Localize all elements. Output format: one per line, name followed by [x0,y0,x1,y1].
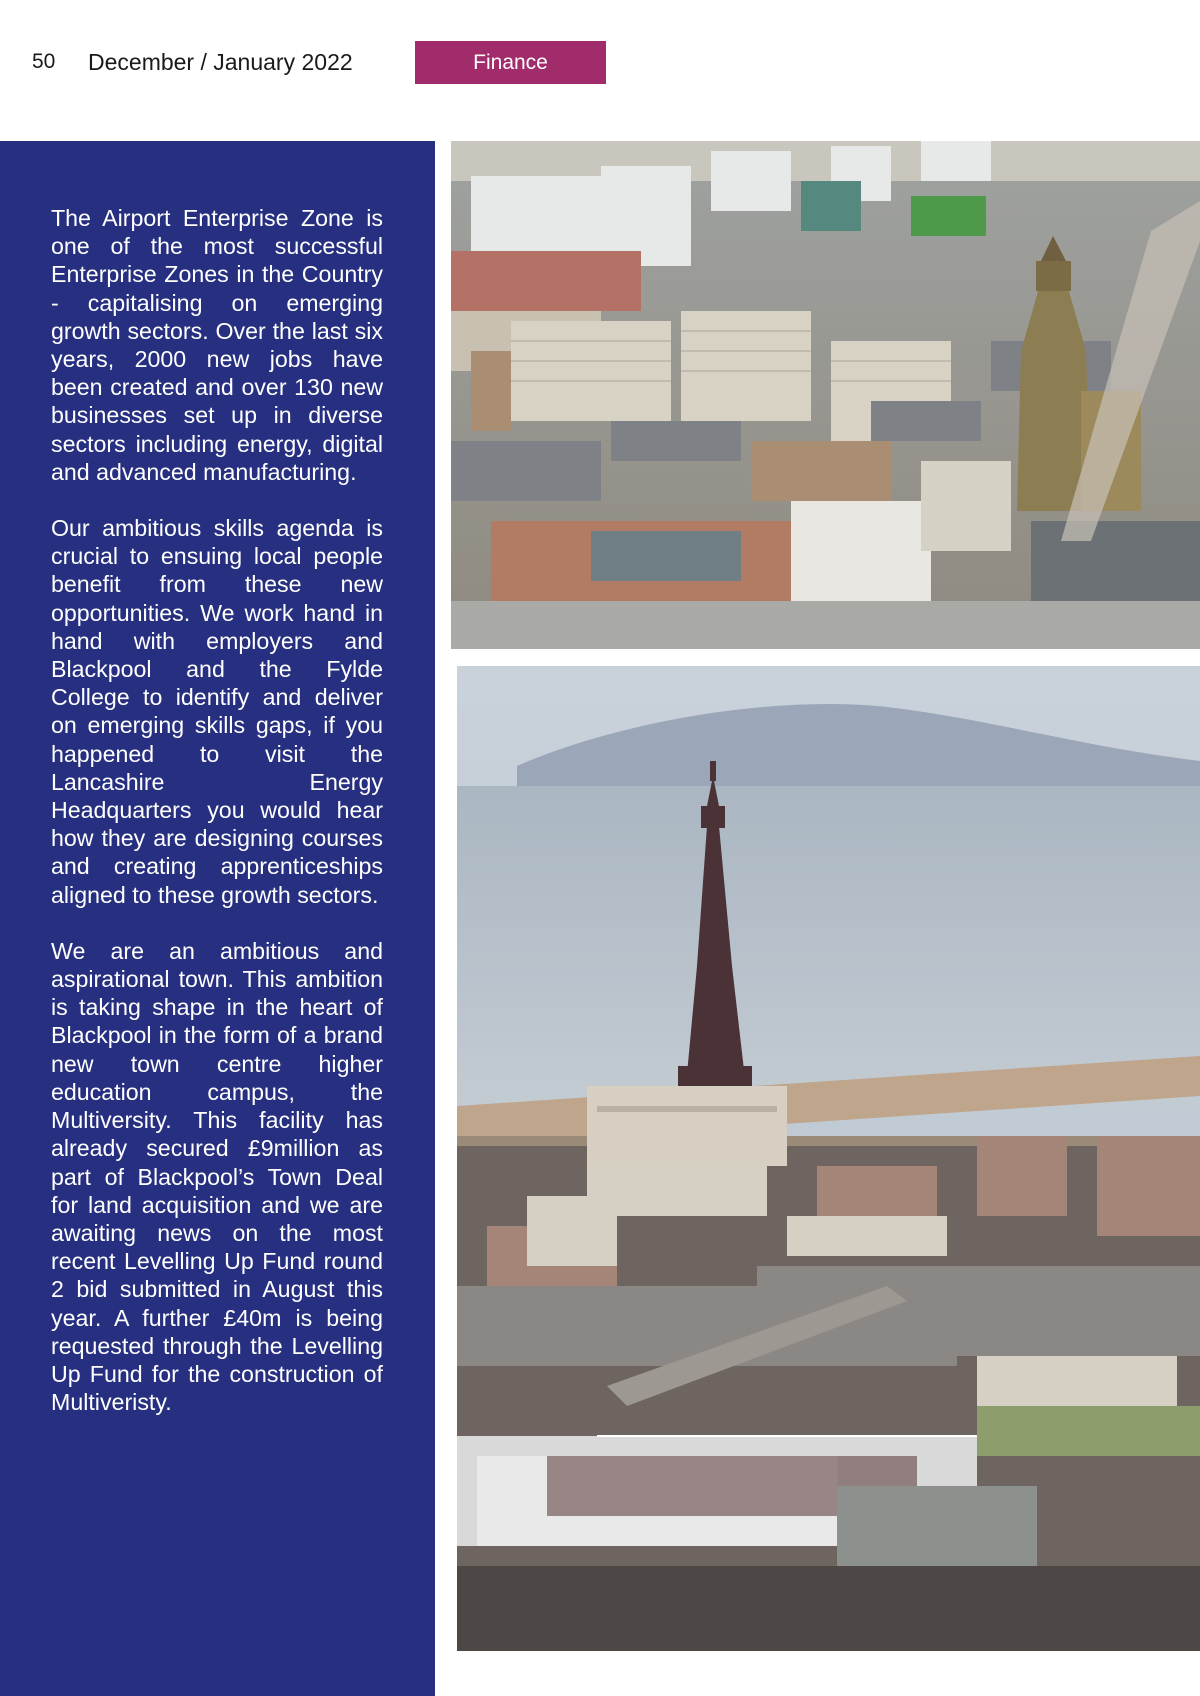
aerial-town-photo [451,141,1200,649]
article-body [51,204,383,1444]
article-paragraph-2: Our ambitious skills agenda is crucial to ensuing local people benefit from these new opportunities. We work hand in hand with employers and Blackpool and the Fylde College to identify and deliver on emerging skills gaps, if you happened to visit the Lancashire Energy Headquarters you would hear how they are designing courses and creating apprenticeships aligned to these growth sectors. [51,515,383,908]
article-paragraph-1: The Airport Enterprise Zone is one of the most successful Enterprise Zones in the Country - capitalising on emerging growth sectors. Over the last six years, 2000 new jobs have been created and over 130 new businesses set up in diverse sectors including energy, digital and advanced manufacturing. [51,205,383,485]
article-paragraph-3: We are an ambitious and aspirational town. This ambition is taking shape in the heart of Blackpool in the form of a brand new town centre higher education campus, the Multiversity. This facility has already secured £9million as part of Blackpool’s Town Deal for land acquisition and we are awaiting news on the most recent Levelling Up Fund round 2 bid submitted in August this year. A further £40m is being requested through the Levelling Up Fund for the construction of Multiveristy. [51,937,383,1416]
issue-date: December / January 2022 [88,49,353,75]
section-badge: Finance [415,41,606,84]
page-number: 50 [32,50,56,73]
tower-coast-photo [457,666,1200,1651]
